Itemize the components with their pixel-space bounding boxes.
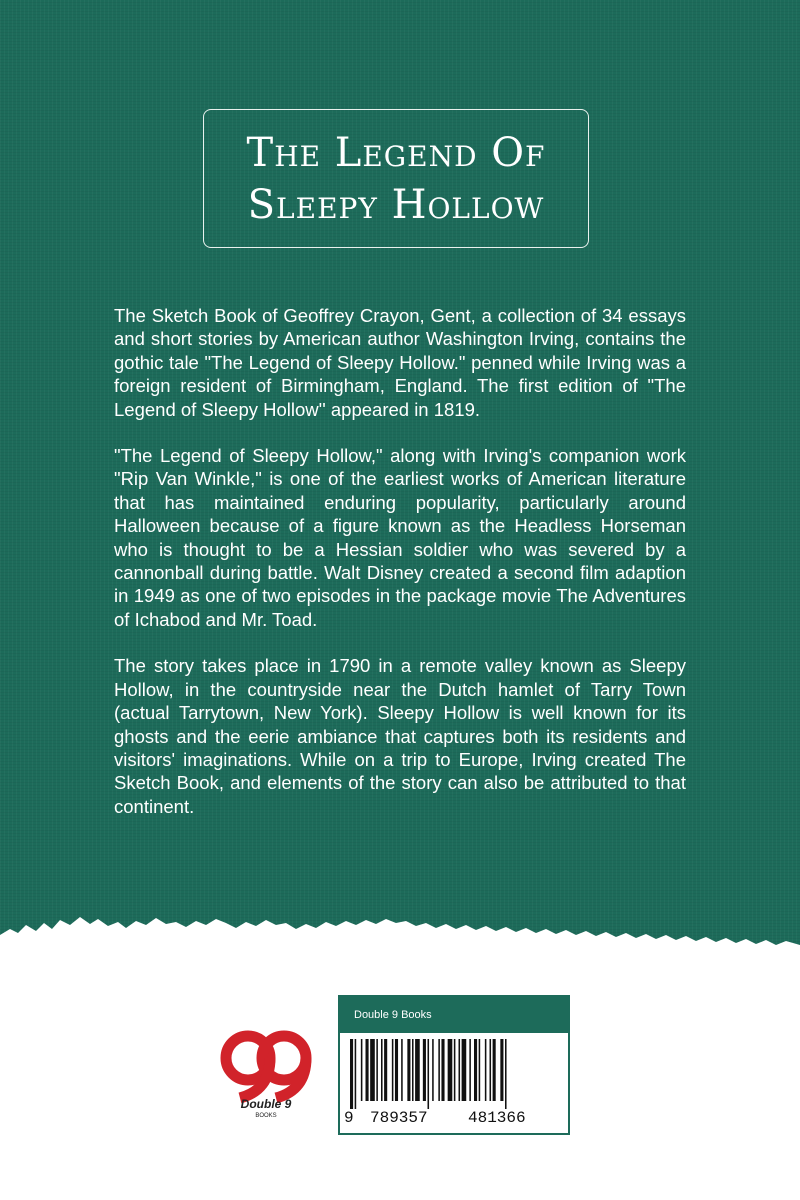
isbn-prefix: 9 (344, 1109, 354, 1127)
isbn-barcode (346, 1039, 562, 1109)
synopsis-paragraph: The Sketch Book of Geoffrey Crayon, Gent, a collection of 34 essays and short stories by American author Washington Irving, contains the gothic tale "The Legend of Sleepy Hollow." penned while Irving was a foreign resident of Birmingham, England. The first edition of "The Legend of Sleepy Hollow'' appeared in 1819. (114, 305, 686, 420)
torn-paper-edge (0, 895, 800, 965)
publisher-name: Double 9 Books (340, 997, 568, 1033)
synopsis (114, 304, 686, 841)
title-frame (203, 109, 589, 248)
publisher-logo (218, 1028, 314, 1120)
title-line-1: The Legend Of (246, 129, 546, 176)
isbn-group-2: 481366 (468, 1109, 526, 1127)
logo-subtext: BOOKS (255, 1113, 277, 1119)
title-line-2: Sleepy Hollow (247, 181, 545, 228)
synopsis-paragraph: The story takes place in 1790 in a remote valley known as Sleepy Hollow, in the countryside near the Dutch hamlet of Tarry Town (actual Tarrytown, New York). Sleepy Hollow is well known for its ghosts and the eerie ambiance that captures both its residents and visitors' imaginations. While on a trip to Europe, Irving created The Sketch Book, and elements of the story can also be attributed to that continent. (114, 655, 686, 817)
barcode-panel (338, 995, 570, 1135)
synopsis-paragraph: "The Legend of Sleepy Hollow," along with Irving's companion work "Rip Van Winkle," is one of the earliest works of American literature that has maintained enduring popularity, particularly around Halloween because of a figure known as the Headless Horseman who is thought to be a Hessian soldier who was severed by a cannonball during battle. Walt Disney created a second film adaption in 1949 as one of two episodes in the package movie The Adventures of Ichabod and Mr. Toad. (114, 445, 686, 630)
isbn-group-1: 789357 (370, 1109, 428, 1127)
logo-text: Double 9 (240, 1097, 292, 1111)
